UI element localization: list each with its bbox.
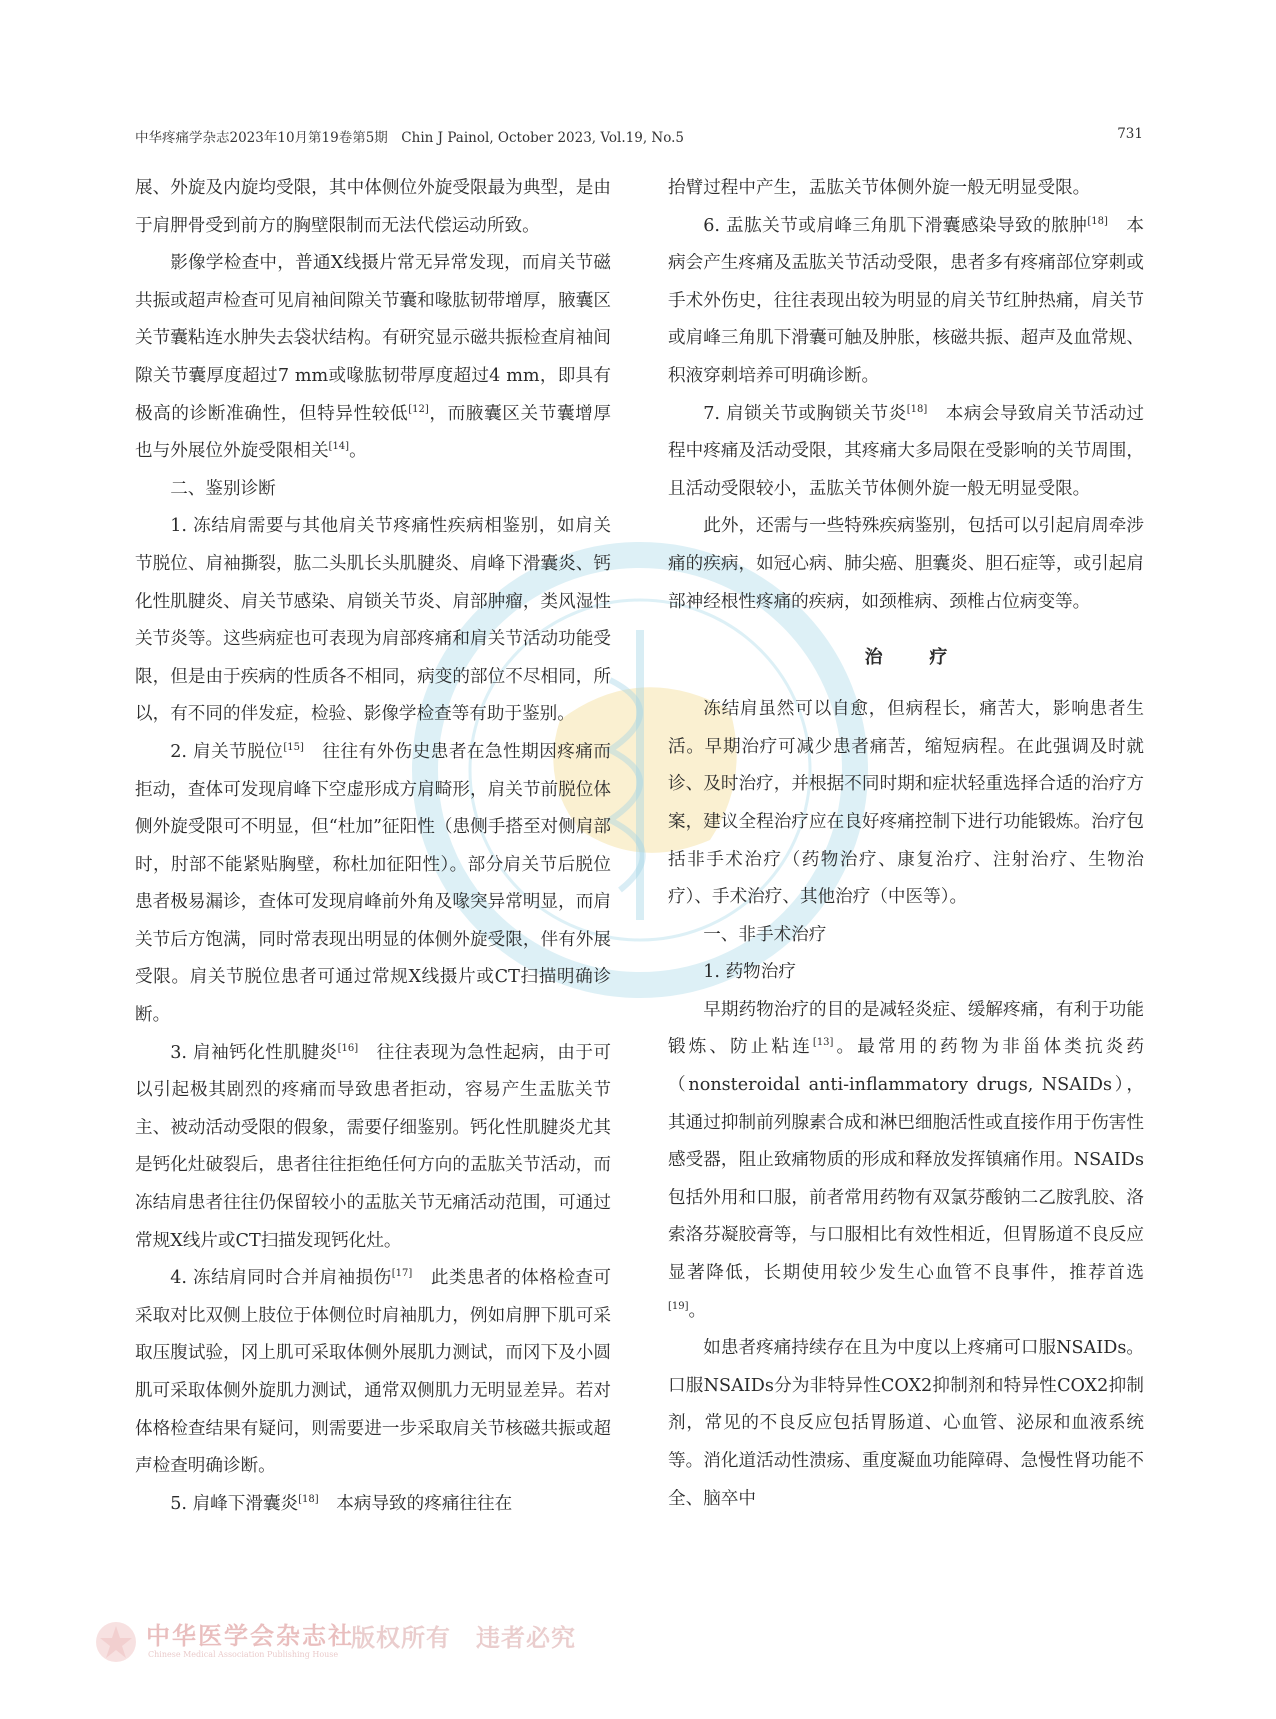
publisher-name-en: Chinese Medical Association Publishing House — [148, 1650, 339, 1659]
paragraph: 7. 肩锁关节或胸锁关节炎[18] 本病会导致肩关节活动过程中疼痛及活动受限，其疼痛大多局限在受影响的关节周围，且活动受限较小，盂肱关节体侧外旋一般无明显受限。 — [668, 403, 1144, 499]
copyright-stamp: 版权所有 违者必究 — [351, 1623, 576, 1652]
item-title: 7. 肩锁关节或胸锁关节炎 — [703, 403, 907, 424]
section-heading: 二、鉴别诊断 — [170, 478, 276, 499]
item-title: 5. 肩峰下滑囊炎 — [170, 1493, 299, 1514]
paragraph: 冻结肩虽然可以自愈，但病程长，痛苦大，影响患者生活。早期治疗可减少患者痛苦，缩短病程。在此强调及时就诊、及时治疗，并根据不同时期和症状轻重选择合适的治疗方案，建议全程治疗应在良好疼痛控制下进行功能锻炼。治疗包括非手术治疗（药物治疗、康复治疗、注射治疗、生物治疗）、手术治疗、其他治疗（中医等）。 — [668, 699, 1144, 908]
paragraph: 如患者疼痛持续存在且为中度以上疼痛可口服NSAIDs。口服NSAIDs分为非特异性COX2抑制剂和特异性COX2抑制剂，常见的不良反应包括胃肠道、心血管、泌尿和血液系统等。消化道活动性溃疡、重度凝血功能障碍、急慢性肾功能不全、脑卒中 — [668, 1338, 1144, 1509]
section-title: 治疗 — [864, 647, 995, 669]
paragraph: 早期药物治疗的目的是减轻炎症、缓解疼痛，有利于功能锻炼、防止粘连[13]。最常用的药物为非甾体类抗炎药（nonsteroidal anti-inflammatory drugs, NSAIDs），其通过抑制前列腺素合成和淋巴细胞活性或直接作用于伤害性感受器，阻止致痛物质的形成和释放发挥镇痛作用。NSAIDs包括外用和口服，前者常用药物有双氯芬酸钠二乙胺乳胶、洛索洛芬凝胶膏等，与口服相比有效性相近，但胃肠道不良反应显著降低，长期使用较少发生心血管不良事件，推荐首选[19]。 — [668, 999, 1144, 1321]
paragraph: 抬臂过程中产生，盂肱关节体侧外旋一般无明显受限。 — [668, 178, 1091, 198]
item-title: 3. 肩袖钙化性肌腱炎 — [170, 1042, 338, 1063]
page-number: 731 — [1117, 126, 1143, 142]
journal-citation: 中华疼痛学杂志2023年10月第19卷第5期 Chin J Painol, October 2023, Vol.19, No.5 — [135, 130, 684, 146]
paragraph: 3. 肩袖钙化性肌腱炎[16] 往往表现为急性起病，由于可以引起极其剧烈的疼痛而导致患者拒动，容易产生盂肱关节主、被动活动受限的假象，需要仔细鉴别。钙化性肌腱炎尤其是钙化灶破裂后，患者往往拒绝任何方向的盂肱关节活动，而冻结肩患者往往仍保留较小的盂肱关节无痛活动范围，可通过常规X线片或CT扫描发现钙化灶。 — [135, 1042, 611, 1251]
item-title: 6. 盂肱关节或肩峰三角肌下滑囊感染导致的脓肿 — [703, 215, 1088, 236]
paragraph: 展、外旋及内旋均受限，其中体侧位外旋受限最为典型，是由于肩胛骨受到前方的胸壁限制而无法代偿运动所致。 — [135, 178, 611, 236]
paragraph: 5. 肩峰下滑囊炎[18] 本病导致的疼痛往往在 — [170, 1493, 513, 1514]
right-column — [668, 170, 1144, 1518]
paragraph: 6. 盂肱关节或肩峰三角肌下滑囊感染导致的脓肿[18] 本病会产生疼痛及盂肱关节活动受限，患者多有疼痛部位穿刺或手术外伤史，往往表现出较为明显的肩关节红肿热痛，肩关节或肩峰三角肌下滑囊可触及肿胀，核磁共振、超声及血常规、积液穿刺培养可明确诊断。 — [668, 215, 1144, 386]
item-title: 2. 肩关节脱位 — [170, 741, 284, 762]
running-header — [135, 126, 1143, 150]
subsection-heading: 1. 药物治疗 — [703, 962, 796, 983]
publisher-logo-icon — [94, 1620, 138, 1664]
paragraph: 1. 冻结肩需要与其他肩关节疼痛性疾病相鉴别，如肩关节脱位、肩袖撕裂，肱二头肌长头肌腱炎、肩峰下滑囊炎、钙化性肌腱炎、肩关节感染、肩锁关节炎、肩部肿瘤，类风湿性关节炎等。这些病症也可表现为肩部疼痛和肩关节活动功能受限，但是由于疾病的性质各不相同，病变的部位不尽相同，所以，有不同的伴发症，检验、影像学检查等有助于鉴别。 — [135, 516, 611, 725]
left-column — [135, 170, 611, 1523]
paragraph: 2. 肩关节脱位[15] 往往有外伤史患者在急性期因疼痛而拒动，查体可发现肩峰下空虚形成方肩畸形，肩关节前脱位体侧外旋受限可不明显，但“杜加”征阳性（患侧手搭至对侧肩部时，肘部不能紧贴胸壁，称杜加征阳性）。部分肩关节后脱位患者极易漏诊，查体可发现肩峰前外角及喙突异常明显，而肩关节后方饱满，同时常表现出明显的体侧外旋受限，伴有外展受限。肩关节脱位患者可通过常规X线摄片或CT扫描明确诊断。 — [135, 741, 611, 1026]
publisher-footer — [86, 1612, 646, 1672]
item-title: 4. 冻结肩同时合并肩袖损伤 — [170, 1268, 392, 1289]
paragraph: 此外，还需与一些特殊疾病鉴别，包括可以引起肩周牵涉痛的疾病，如冠心病、肺尖癌、胆囊炎、胆石症等，或引起肩部神经根性疼痛的疾病，如颈椎病、颈椎占位病变等。 — [668, 516, 1144, 612]
paragraph: 4. 冻结肩同时合并肩袖损伤[17] 此类患者的体格检查可采取对比双侧上肢位于体侧位时肩袖肌力，例如肩胛下肌可采取压腹试验，冈上肌可采取体侧外展肌力测试，而冈下及小圆肌可采取体侧外旋肌力测试，通常双侧肌力无明显差异。若对体格检查结果有疑问，则需要进一步采取肩关节核磁共振或超声检查明确诊断。 — [135, 1268, 611, 1477]
subsection-heading: 一、非手术治疗 — [703, 924, 827, 945]
publisher-name: 中华医学会杂志社 — [146, 1621, 354, 1650]
paragraph: 影像学检查中，普通X线摄片常无异常发现，而肩关节磁共振或超声检查可见肩袖间隙关节囊和喙肱韧带增厚，腋囊区关节囊粘连水肿失去袋状结构。有研究显示磁共振检查肩袖间隙关节囊厚度超过7 mm或喙肱韧带厚度超过4 mm，即具有极高的诊断准确性，但特异性较低[12]，而腋囊区关节囊增厚也与外展位外旋受限相关[14]。 — [135, 253, 611, 462]
